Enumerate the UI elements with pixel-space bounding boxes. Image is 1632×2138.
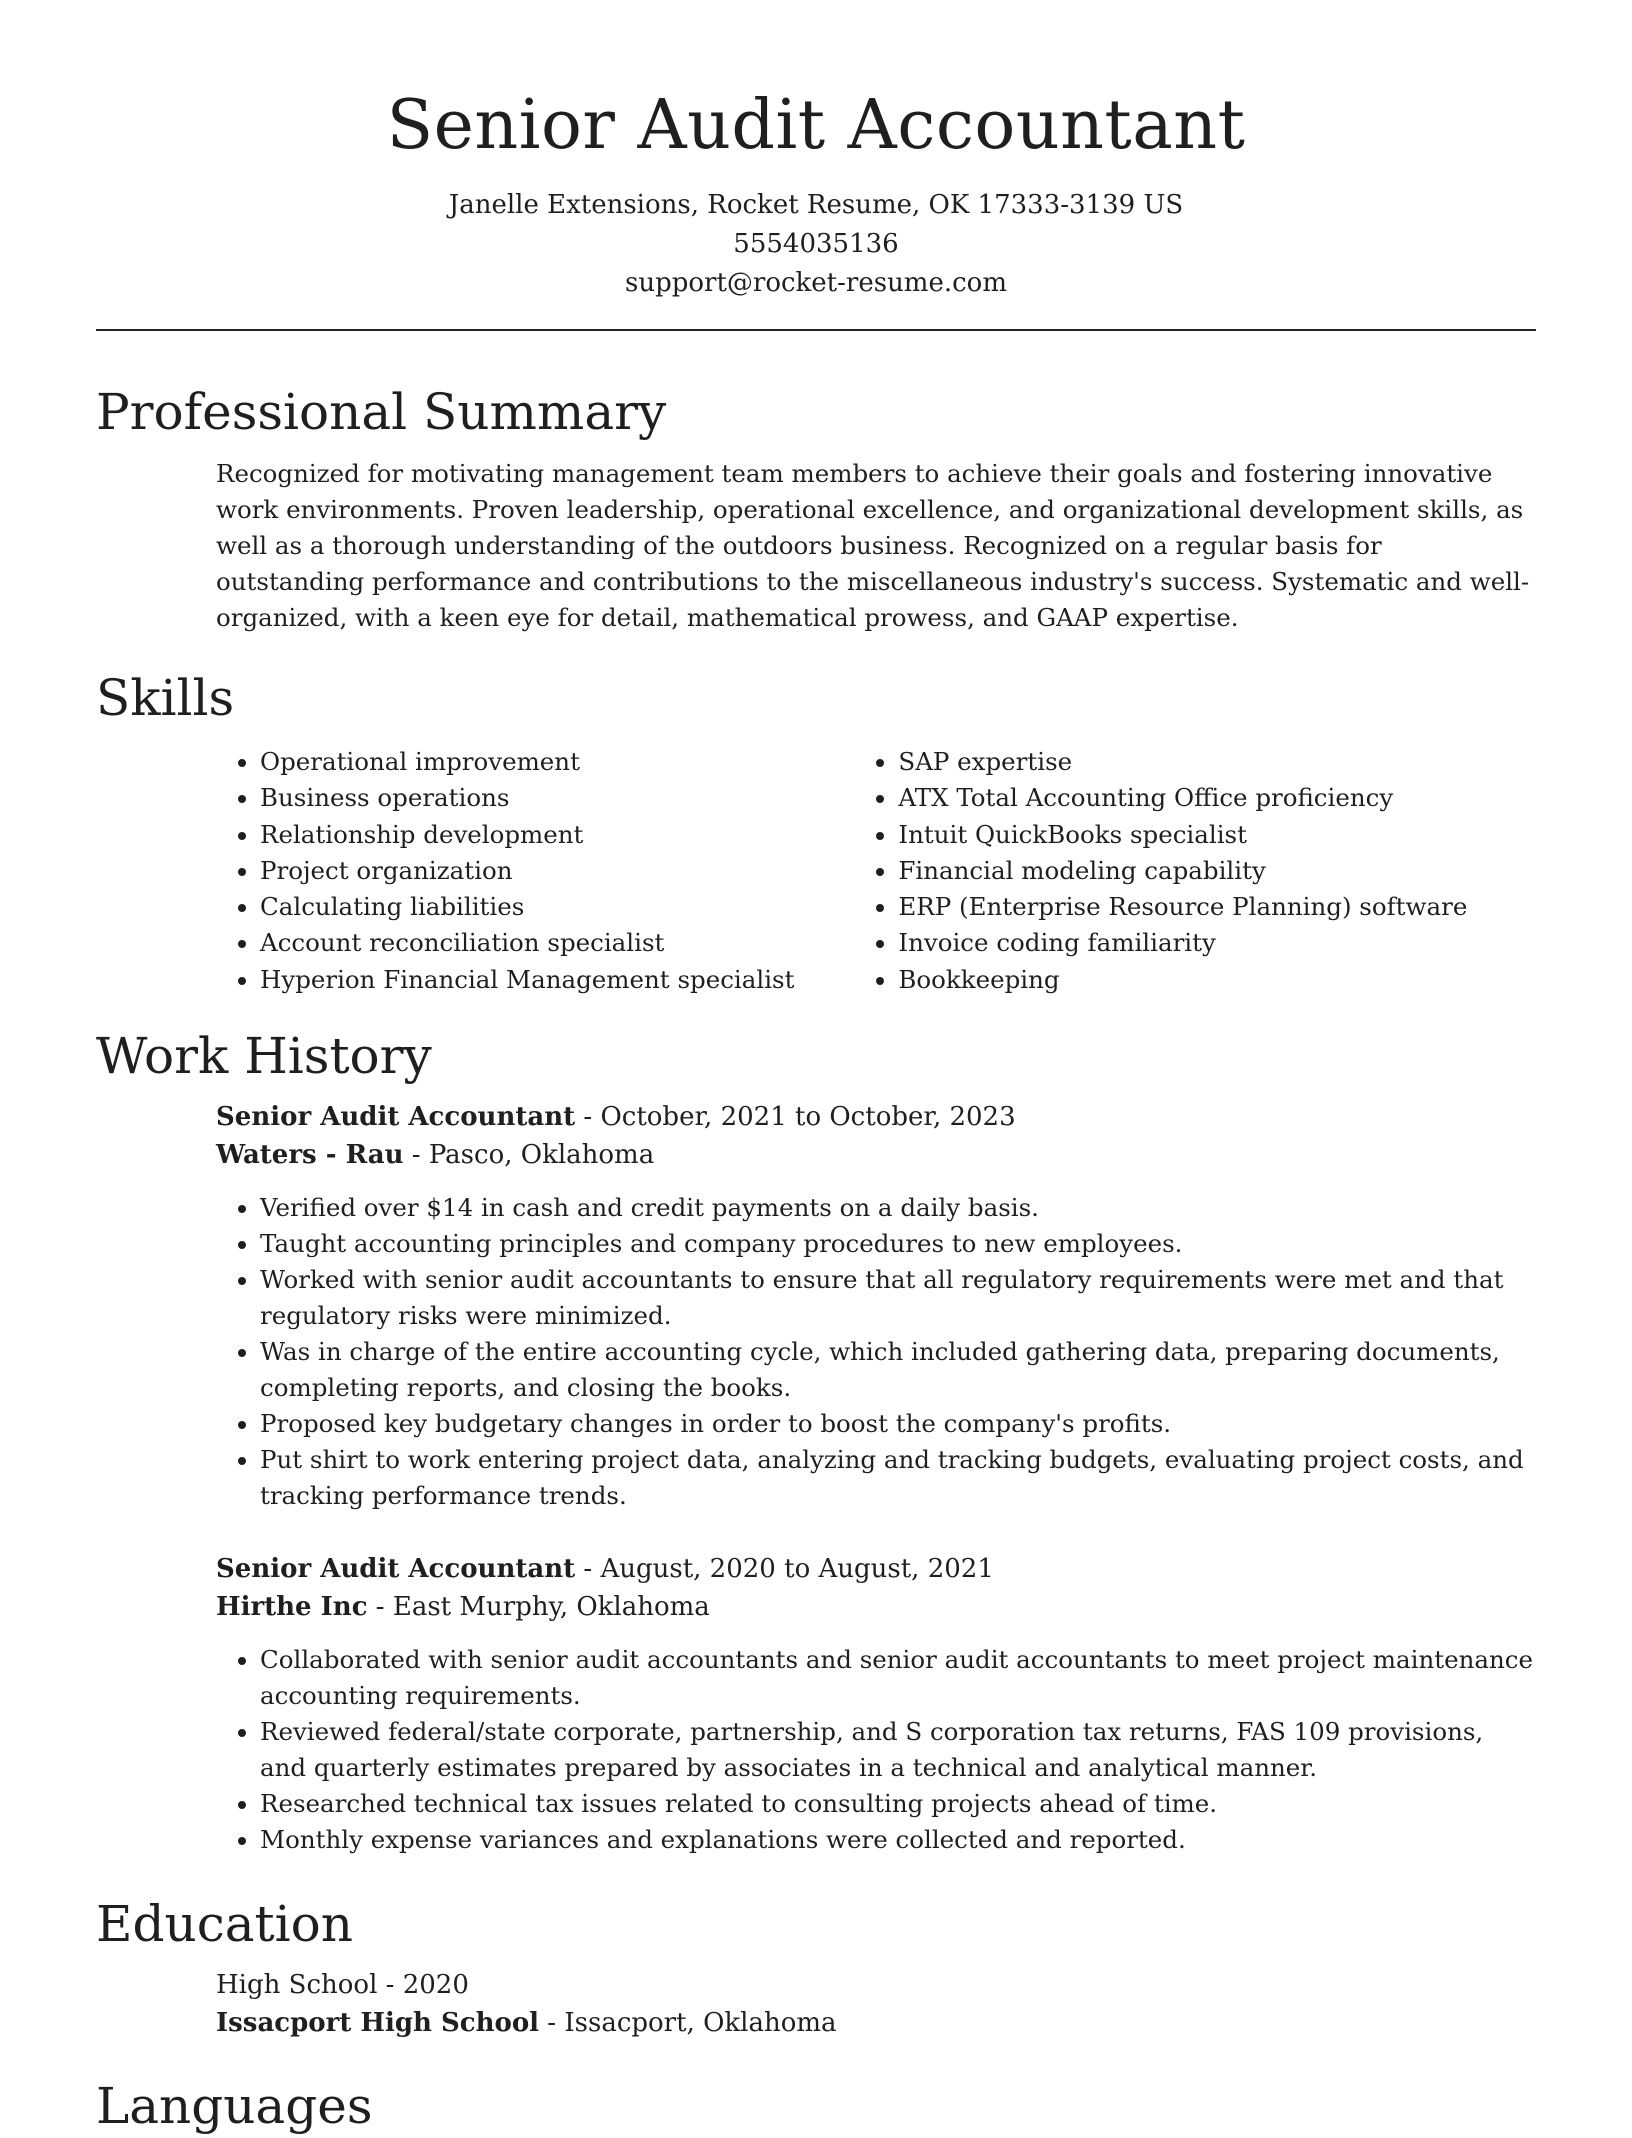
- job-company-line: [216, 1136, 1536, 1174]
- skill-item: • Bookkeeping: [898, 962, 1536, 998]
- resume-header: [96, 0, 1536, 303]
- job-location: - Pasco, Oklahoma: [403, 1140, 655, 1170]
- duty-item: • Researched technical tax issues related to consulting projects ahead of time.: [260, 1786, 1536, 1822]
- job-dates: - October, 2021 to October, 2023: [575, 1102, 1016, 1132]
- resume-title: Senior Audit Accountant: [386, 86, 1246, 165]
- job-entry: [216, 1098, 1536, 1514]
- job-position: Senior Audit Accountant: [216, 1554, 576, 1584]
- contact-email: support@rocket-resume.com: [624, 268, 1007, 298]
- work-body: [96, 1098, 1536, 1858]
- skill-item: • ATX Total Accounting Office proficiency: [898, 780, 1536, 816]
- job-duties: [216, 1642, 1536, 1858]
- skill-item: • ERP (Enterprise Resource Planning) software: [898, 889, 1536, 925]
- summary-text: Recognized for motivating management team members to achieve their goals and fostering innovative work environments. Proven leadership, operational excellence, and organizational development skills, as well as a thorough understanding of the outdoors business. Recognized on a regular basis for outstanding performance and contributions to the miscellaneous industry's success. Systematic and well-organized, with a keen eye for detail, mathematical prowess, and GAAP expertise.: [216, 459, 1530, 632]
- education-school: Issacport High School: [216, 2008, 540, 2038]
- contact-info: [96, 186, 1536, 303]
- work-section: [96, 1024, 1536, 1858]
- summary-section: [96, 380, 1536, 636]
- job-dates: - August, 2020 to August, 2021: [575, 1554, 994, 1584]
- education-location: - Issacport, Oklahoma: [539, 2008, 837, 2038]
- contact-address: Janelle Extensions, Rocket Resume, OK 17333-3139 US: [448, 190, 1184, 220]
- contact-phone: 5554035136: [733, 229, 899, 259]
- skill-item: • Invoice coding familiarity: [898, 925, 1536, 961]
- duty-item: • Proposed key budgetary changes in order to boost the company's profits.: [260, 1406, 1536, 1442]
- job-company: Waters - Rau: [216, 1140, 404, 1170]
- skills-heading: Skills: [96, 669, 235, 727]
- education-heading: Education: [96, 1895, 353, 1953]
- job-position: Senior Audit Accountant: [216, 1102, 576, 1132]
- skill-item: • Project organization: [260, 853, 854, 889]
- skill-item: • Calculating liabilities: [260, 889, 854, 925]
- summary-body: [96, 456, 1536, 636]
- skills-column-right: [854, 744, 1536, 998]
- languages-section: [96, 2074, 1536, 2138]
- skills-column-left: [216, 744, 854, 998]
- duty-item: • Reviewed federal/state corporate, partnership, and S corporation tax returns, FAS 109 provisions, and quarterly estimates prepared by associates in a technical and analytical manner.: [260, 1714, 1536, 1786]
- resume-page: [96, 0, 1536, 2135]
- skill-item: • Operational improvement: [260, 744, 854, 780]
- skill-item: • Relationship development: [260, 817, 854, 853]
- skill-item: • SAP expertise: [898, 744, 1536, 780]
- work-heading: Work History: [96, 1027, 432, 1085]
- duty-item: • Collaborated with senior audit accountants and senior audit accountants to meet project maintenance accounting requirements.: [260, 1642, 1536, 1714]
- job-entry: [216, 1550, 1536, 1858]
- job-company-line: [216, 1588, 1536, 1626]
- languages-heading: Languages: [96, 2077, 373, 2135]
- job-duties: [216, 1190, 1536, 1514]
- education-school-line: [216, 2004, 1536, 2042]
- skill-item: • Financial modeling capability: [898, 853, 1536, 889]
- skill-item: • Hyperion Financial Management specialist: [260, 962, 854, 998]
- job-title-line: [216, 1098, 1536, 1136]
- duty-item: • Was in charge of the entire accounting cycle, which included gathering data, preparing documents, completing reports, and closing the books.: [260, 1334, 1536, 1406]
- skills-section: [96, 666, 1536, 998]
- duty-item: • Worked with senior audit accountants to ensure that all regulatory requirements were met and that regulatory risks were minimized.: [260, 1262, 1536, 1334]
- skill-item: • Intuit QuickBooks specialist: [898, 817, 1536, 853]
- summary-heading: Professional Summary: [96, 383, 667, 441]
- header-divider: [96, 329, 1536, 331]
- skill-item: • Account reconciliation specialist: [260, 925, 854, 961]
- duty-item: • Put shirt to work entering project data, analyzing and tracking budgets, evaluating project costs, and tracking performance trends.: [260, 1442, 1536, 1514]
- duty-item: • Verified over $14 in cash and credit payments on a daily basis.: [260, 1190, 1536, 1226]
- job-title-line: [216, 1550, 1536, 1588]
- skill-item: • Business operations: [260, 780, 854, 816]
- job-company: Hirthe Inc: [216, 1592, 368, 1622]
- skills-list: [96, 744, 1536, 998]
- education-degree: High School - 2020: [216, 1970, 469, 2000]
- education-section: [96, 1892, 1536, 2042]
- duty-item: • Taught accounting principles and company procedures to new employees.: [260, 1226, 1536, 1262]
- duty-item: • Monthly expense variances and explanations were collected and reported.: [260, 1822, 1536, 1858]
- job-location: - East Murphy, Oklahoma: [367, 1592, 710, 1622]
- education-body: [96, 1966, 1536, 2042]
